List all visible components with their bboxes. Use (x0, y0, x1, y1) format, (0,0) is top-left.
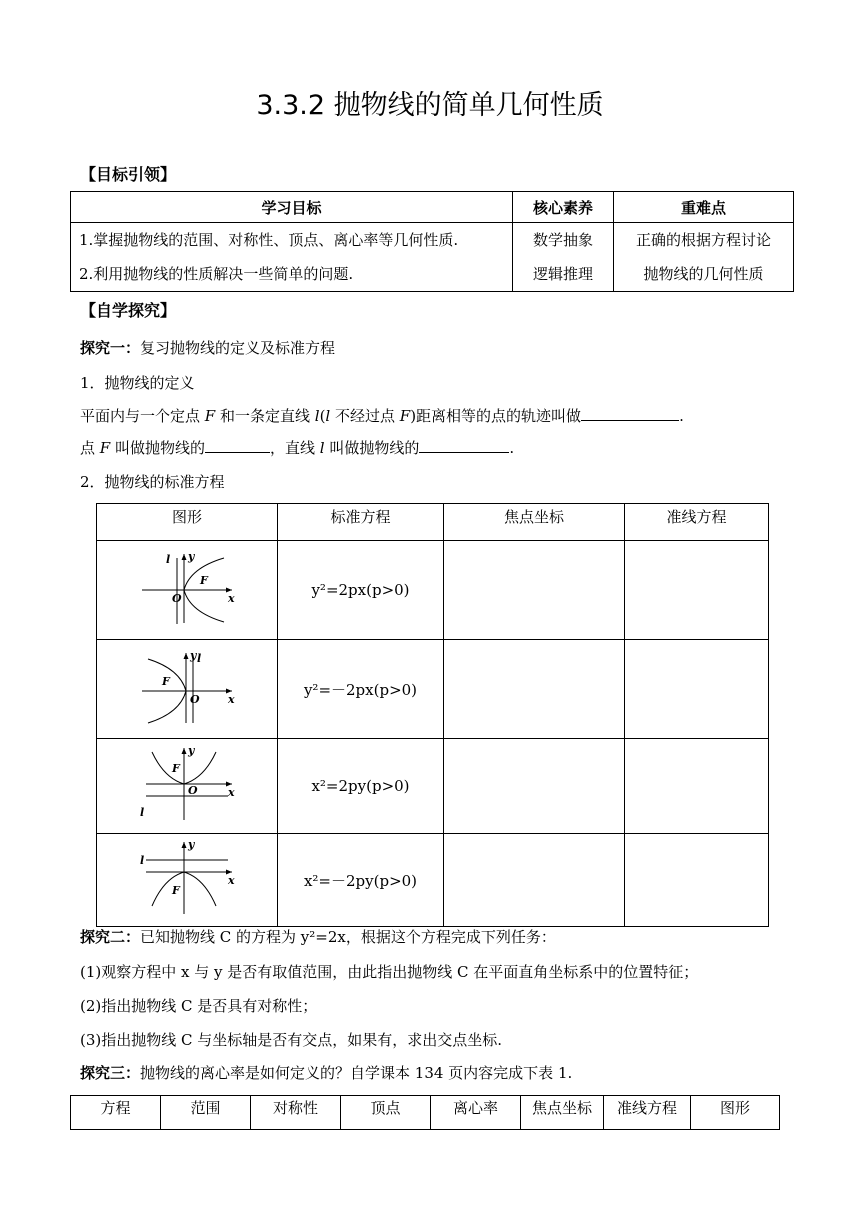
goal-header: 学习目标 (71, 192, 513, 223)
header-equation: 方程 (71, 1096, 161, 1130)
explore1-label: 探究一： (80, 339, 141, 357)
goal-1: 1.掌握抛物线的范围、对称性、顶点、离心率等几何性质. (79, 231, 459, 249)
def-F: F (99, 439, 111, 457)
label-O: O (188, 784, 198, 797)
explore3-line (80, 1062, 572, 1083)
explore2-label: 探究二： (80, 928, 141, 946)
difficulty-header: 重难点 (614, 192, 794, 223)
blank-locus[interactable] (581, 406, 679, 421)
explore1-item1: 1．抛物线的定义 (80, 374, 195, 392)
def-text: . (679, 407, 684, 425)
parabola-left-figure (132, 647, 242, 727)
equation-cell: y²=－2px(p>0) (278, 640, 444, 739)
directrix-cell[interactable] (625, 541, 769, 640)
goal-table (70, 191, 794, 292)
def-text: )距离相等的点的轨迹叫做 (410, 407, 582, 425)
header-range: 范围 (161, 1096, 251, 1130)
literacy-1: 数学抽象 (532, 231, 593, 249)
explore2-question-3: (3)指出抛物线 C 与坐标轴是否有交点，如果有，求出交点坐标. (80, 1031, 503, 1049)
label-x: x (228, 874, 235, 887)
literacy-header: 核心素养 (513, 192, 614, 223)
figure-cell (97, 834, 278, 927)
explore2-question-2: (2)指出抛物线 C 是否具有对称性； (80, 997, 318, 1015)
label-l: l (140, 854, 145, 867)
header-directrix: 准线方程 (604, 1096, 691, 1130)
label-F: F (200, 574, 208, 587)
table-row (97, 739, 769, 834)
parabola-down-figure (132, 838, 242, 918)
table-row (97, 541, 769, 640)
blank-focus[interactable] (205, 438, 270, 453)
explore1-line (80, 337, 335, 358)
def-text: 叫做抛物线的 (110, 439, 205, 457)
explore3-label: 探究三： (80, 1064, 141, 1082)
goal-cell (71, 223, 513, 292)
label-F: F (172, 884, 180, 897)
label-l: l (197, 652, 202, 665)
equation-cell: y²=2px(p>0) (278, 541, 444, 640)
header-equation: 标准方程 (278, 504, 444, 541)
header-directrix: 准线方程 (625, 504, 769, 541)
literacy-cell (513, 223, 614, 292)
def-text: 不经过点 (330, 407, 400, 425)
label-x: x (228, 693, 235, 706)
focus-cell[interactable] (444, 739, 625, 834)
directrix-cell[interactable] (625, 834, 769, 927)
header-focus: 焦点坐标 (444, 504, 625, 541)
label-y: y (190, 649, 197, 662)
def-F: F (399, 407, 411, 425)
literacy-2: 逻辑推理 (532, 265, 593, 283)
def-text: 叫做抛物线的 (324, 439, 420, 457)
table-row (97, 640, 769, 739)
label-l: l (140, 806, 145, 819)
difficulty-cell (614, 223, 794, 292)
label-O: O (172, 592, 182, 605)
explore1-item2: 2．抛物线的标准方程 (80, 473, 225, 491)
section-heading-self-study: 【自学探究】 (80, 301, 177, 320)
explore2-question-1: (1)观察方程中 x 与 y 是否有取值范围，由此指出抛物线 C 在平面直角坐标系中的位置特征； (80, 963, 699, 981)
directrix-cell[interactable] (625, 640, 769, 739)
label-F: F (162, 675, 170, 688)
difficulty-2: 抛物线的几何性质 (643, 265, 764, 283)
section-heading-goals: 【目标引领】 (80, 165, 177, 184)
header-eccentricity: 离心率 (431, 1096, 521, 1130)
def-text: ，直线 (269, 439, 320, 457)
standard-equation-table (96, 503, 769, 927)
header-figure: 图形 (691, 1096, 780, 1130)
figure-cell (97, 640, 278, 739)
header-figure: 图形 (97, 504, 278, 541)
figure-cell (97, 541, 278, 640)
definition-line-2 (80, 437, 514, 458)
def-text: . (509, 439, 515, 457)
goal-2: 2.利用抛物线的性质解决一些简单的问题. (79, 265, 354, 283)
label-x: x (228, 592, 235, 605)
def-l: l (314, 407, 320, 425)
label-F: F (172, 762, 180, 775)
def-text: 和一条定直线 (215, 407, 315, 425)
def-text: 点 (80, 439, 100, 457)
def-l: l (325, 407, 331, 425)
header-symmetry: 对称性 (251, 1096, 341, 1130)
header-focus: 焦点坐标 (521, 1096, 604, 1130)
label-x: x (228, 786, 235, 799)
directrix-cell[interactable] (625, 739, 769, 834)
def-l: l (319, 439, 325, 457)
figure-cell (97, 739, 278, 834)
focus-cell[interactable] (444, 640, 625, 739)
explore2-text: 已知抛物线 C 的方程为 y²=2x，根据这个方程完成下列任务： (140, 928, 556, 946)
parabola-up-figure (132, 744, 242, 824)
equation-cell: x²=2py(p>0) (278, 739, 444, 834)
focus-cell[interactable] (444, 541, 625, 640)
explore2-line (80, 926, 556, 947)
def-text: 平面内与一个定点 (80, 407, 205, 425)
difficulty-1: 正确的根据方程讨论 (635, 231, 771, 249)
page-title: 3.3.2 抛物线的简单几何性质 (256, 90, 604, 121)
explore3-text: 抛物线的离心率是如何定义的？自学课本 134 页内容完成下表 1. (140, 1064, 573, 1082)
def-F: F (204, 407, 216, 425)
def-text: ( (319, 407, 326, 425)
explore1-text: 复习抛物线的定义及标准方程 (140, 339, 336, 357)
label-y: y (188, 744, 195, 757)
property-table (70, 1095, 780, 1130)
parabola-right-figure (132, 548, 242, 628)
label-l: l (166, 553, 171, 566)
header-vertex: 顶点 (341, 1096, 431, 1130)
label-y: y (188, 550, 195, 563)
label-O: O (190, 693, 200, 706)
table-row (97, 834, 769, 927)
definition-line-1 (80, 405, 684, 426)
equation-cell: x²=－2py(p>0) (278, 834, 444, 927)
blank-directrix[interactable] (419, 438, 509, 453)
label-y: y (188, 838, 195, 851)
focus-cell[interactable] (444, 834, 625, 927)
